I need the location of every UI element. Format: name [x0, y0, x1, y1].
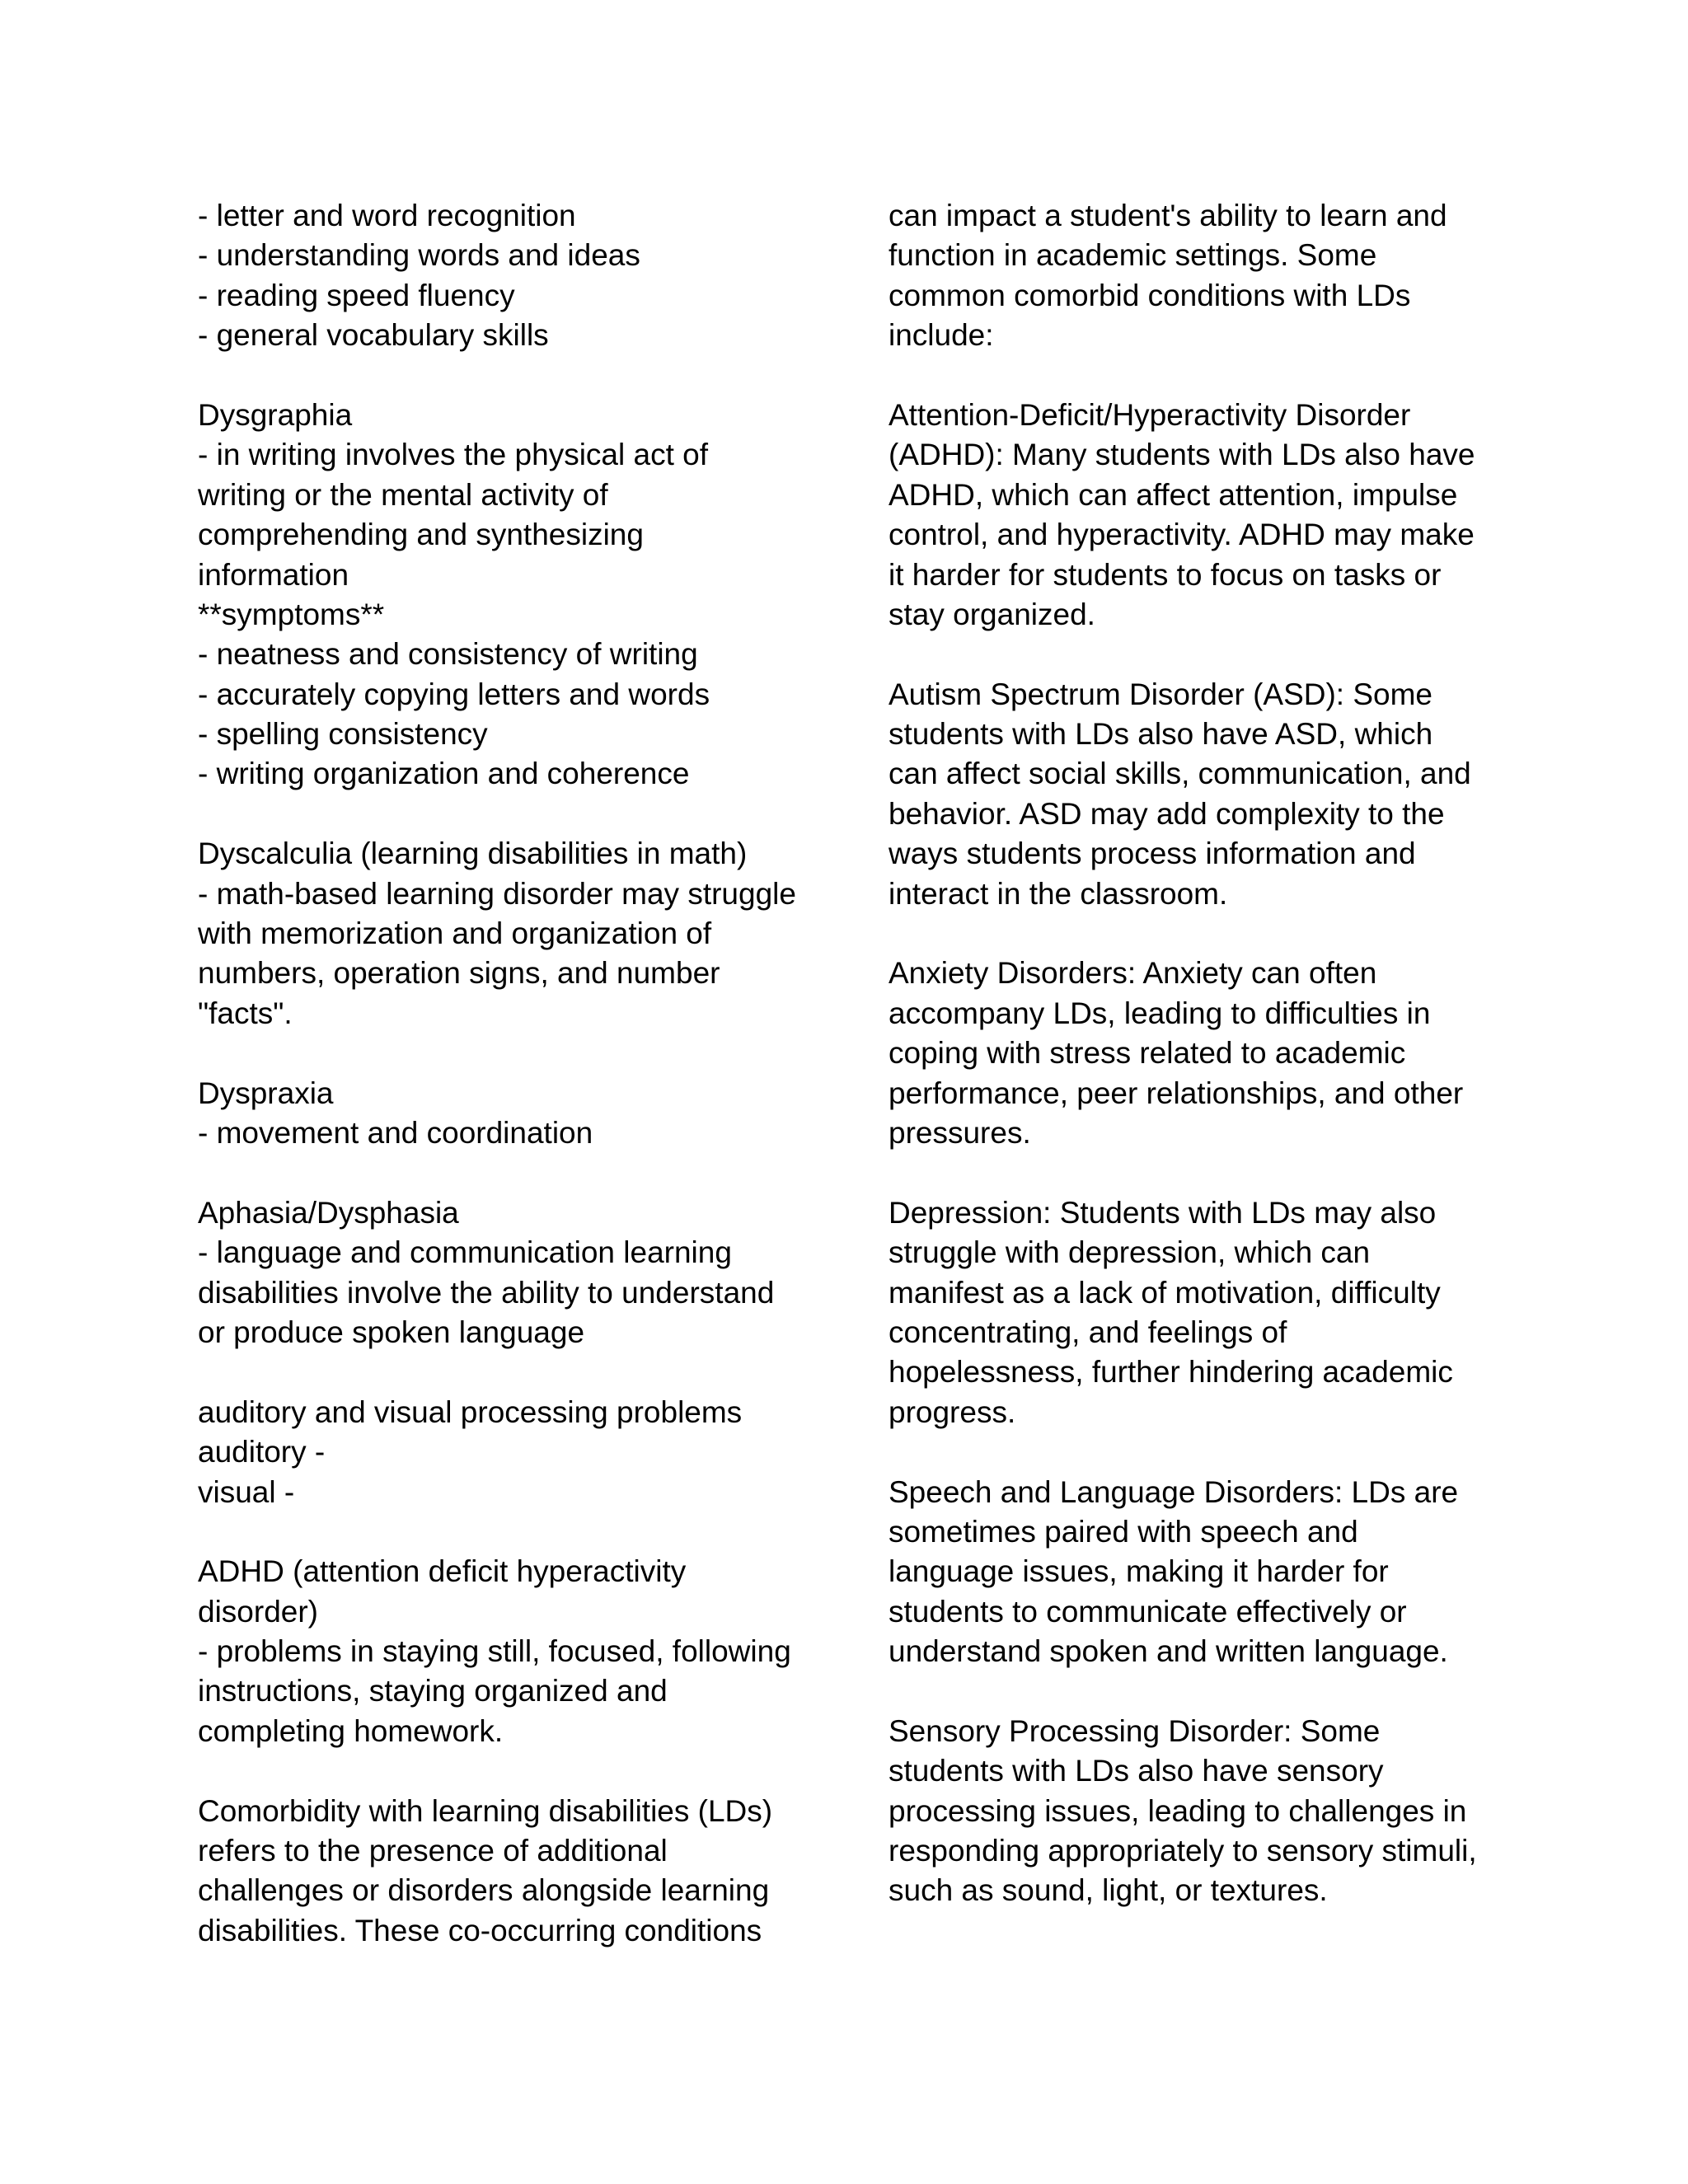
- text-line: auditory -: [198, 1435, 326, 1469]
- text-line: pressures.: [889, 1115, 1031, 1150]
- section-heading-dysgraphia: Dysgraphia: [198, 397, 353, 432]
- text-line: - accurately copying letters and words: [198, 677, 710, 711]
- text-line: control, and hyperactivity. ADHD may make: [889, 518, 1475, 552]
- text-line: (ADHD): Many students with LDs also have: [889, 438, 1475, 472]
- text-line: sometimes paired with speech and: [889, 1514, 1358, 1549]
- text-line: struggle with depression, which can: [889, 1235, 1371, 1270]
- text-line: - problems in staying still, focused, following: [198, 1634, 791, 1669]
- text-line: understand spoken and written language.: [889, 1634, 1448, 1669]
- text-line: Anxiety Disorders: Anxiety can often: [889, 956, 1377, 991]
- text-line: Attention-Deficit/Hyperactivity Disorder: [889, 397, 1411, 432]
- text-line: Depression: Students with LDs may also: [889, 1195, 1437, 1230]
- text-line: stay organized.: [889, 597, 1095, 631]
- text-line: language issues, making it harder for: [889, 1554, 1389, 1589]
- blank-line: [198, 356, 824, 396]
- text-line: behavior. ASD may add complexity to the: [889, 796, 1445, 831]
- blank-line: [889, 1432, 1498, 1472]
- text-line: students with LDs also have ASD, which: [889, 717, 1433, 752]
- left-text-column: [198, 196, 824, 1951]
- text-line: - understanding words and ideas: [198, 238, 640, 273]
- text-line: **symptoms**: [198, 597, 385, 631]
- blank-line: [889, 914, 1498, 954]
- text-line: visual -: [198, 1474, 295, 1509]
- section-heading-adhd: ADHD (attention deficit hyperactivity: [198, 1554, 687, 1589]
- text-line: completing homework.: [198, 1713, 504, 1748]
- blank-line: [889, 1671, 1498, 1711]
- blank-line: [889, 356, 1498, 396]
- text-line: information: [198, 557, 349, 592]
- blank-line: [198, 794, 824, 834]
- text-line: responding appropriately to sensory stimuli,: [889, 1834, 1477, 1868]
- text-line: students to communicate effectively or: [889, 1594, 1407, 1629]
- text-line: "facts".: [198, 996, 293, 1030]
- section-heading-processing: auditory and visual processing problems: [198, 1394, 743, 1429]
- text-line: coping with stress related to academic: [889, 1036, 1406, 1071]
- text-line: performance, peer relationships, and other: [889, 1076, 1464, 1110]
- text-line: accompany LDs, leading to difficulties in: [889, 996, 1431, 1030]
- blank-line: [198, 1751, 824, 1791]
- text-line: - math-based learning disorder may struggle: [198, 876, 796, 911]
- blank-line: [198, 1512, 824, 1552]
- text-line: common comorbid conditions with LDs: [889, 278, 1411, 312]
- right-text-column: [889, 196, 1498, 1911]
- text-line: challenges or disorders alongside learning: [198, 1873, 770, 1908]
- blank-line: [889, 1153, 1498, 1193]
- text-line: ways students process information and: [889, 837, 1416, 871]
- text-line: or produce spoken language: [198, 1315, 585, 1349]
- text-line: Comorbidity with learning disabilities (LDs): [198, 1793, 773, 1828]
- text-line: ADHD, which can affect attention, impulse: [889, 477, 1458, 512]
- text-line: - letter and word recognition: [198, 199, 576, 232]
- text-line: progress.: [889, 1394, 1016, 1429]
- text-line: can affect social skills, communication, and: [889, 757, 1471, 791]
- blank-line: [198, 1153, 824, 1193]
- text-line: numbers, operation signs, and number: [198, 956, 720, 991]
- section-heading-dyspraxia: Dyspraxia: [198, 1076, 334, 1110]
- text-line: disorder): [198, 1594, 318, 1629]
- text-line: it harder for students to focus on tasks or: [889, 557, 1442, 592]
- text-line: - spelling consistency: [198, 717, 488, 752]
- text-line: Sensory Processing Disorder: Some: [889, 1713, 1381, 1748]
- blank-line: [198, 1352, 824, 1392]
- text-line: - movement and coordination: [198, 1115, 593, 1150]
- text-line: hopelessness, further hindering academic: [889, 1355, 1453, 1390]
- text-line: instructions, staying organized and: [198, 1674, 668, 1708]
- text-line: can impact a student's ability to learn and: [889, 199, 1447, 232]
- text-line: concentrating, and feelings of: [889, 1315, 1287, 1349]
- text-line: - general vocabulary skills: [198, 318, 549, 353]
- text-line: include:: [889, 318, 994, 353]
- text-line: - language and communication learning: [198, 1235, 732, 1270]
- text-line: Autism Spectrum Disorder (ASD): Some: [889, 677, 1433, 711]
- blank-line: [198, 1033, 824, 1073]
- text-line: writing or the mental activity of: [198, 477, 608, 512]
- text-line: interact in the classroom.: [889, 876, 1228, 911]
- text-line: disabilities. These co-occurring conditions: [198, 1913, 762, 1947]
- text-line: processing issues, leading to challenges in: [889, 1793, 1467, 1828]
- text-line: - in writing involves the physical act of: [198, 438, 708, 472]
- text-line: - writing organization and coherence: [198, 757, 690, 791]
- text-line: function in academic settings. Some: [889, 238, 1377, 273]
- text-line: manifest as a lack of motivation, difficulty: [889, 1275, 1441, 1310]
- text-line: students with LDs also have sensory: [889, 1754, 1384, 1788]
- text-line: refers to the presence of additional: [198, 1834, 668, 1868]
- text-line: such as sound, light, or textures.: [889, 1873, 1328, 1908]
- text-line: disabilities involve the ability to understand: [198, 1275, 775, 1310]
- blank-line: [889, 635, 1498, 674]
- section-heading-aphasia: Aphasia/Dysphasia: [198, 1195, 459, 1230]
- text-line: with memorization and organization of: [198, 916, 712, 951]
- text-line: Speech and Language Disorders: LDs are: [889, 1474, 1459, 1509]
- section-heading-dyscalculia: Dyscalculia (learning disabilities in math): [198, 837, 748, 871]
- text-line: comprehending and synthesizing: [198, 518, 644, 552]
- text-line: - reading speed fluency: [198, 278, 515, 312]
- text-line: - neatness and consistency of writing: [198, 637, 698, 672]
